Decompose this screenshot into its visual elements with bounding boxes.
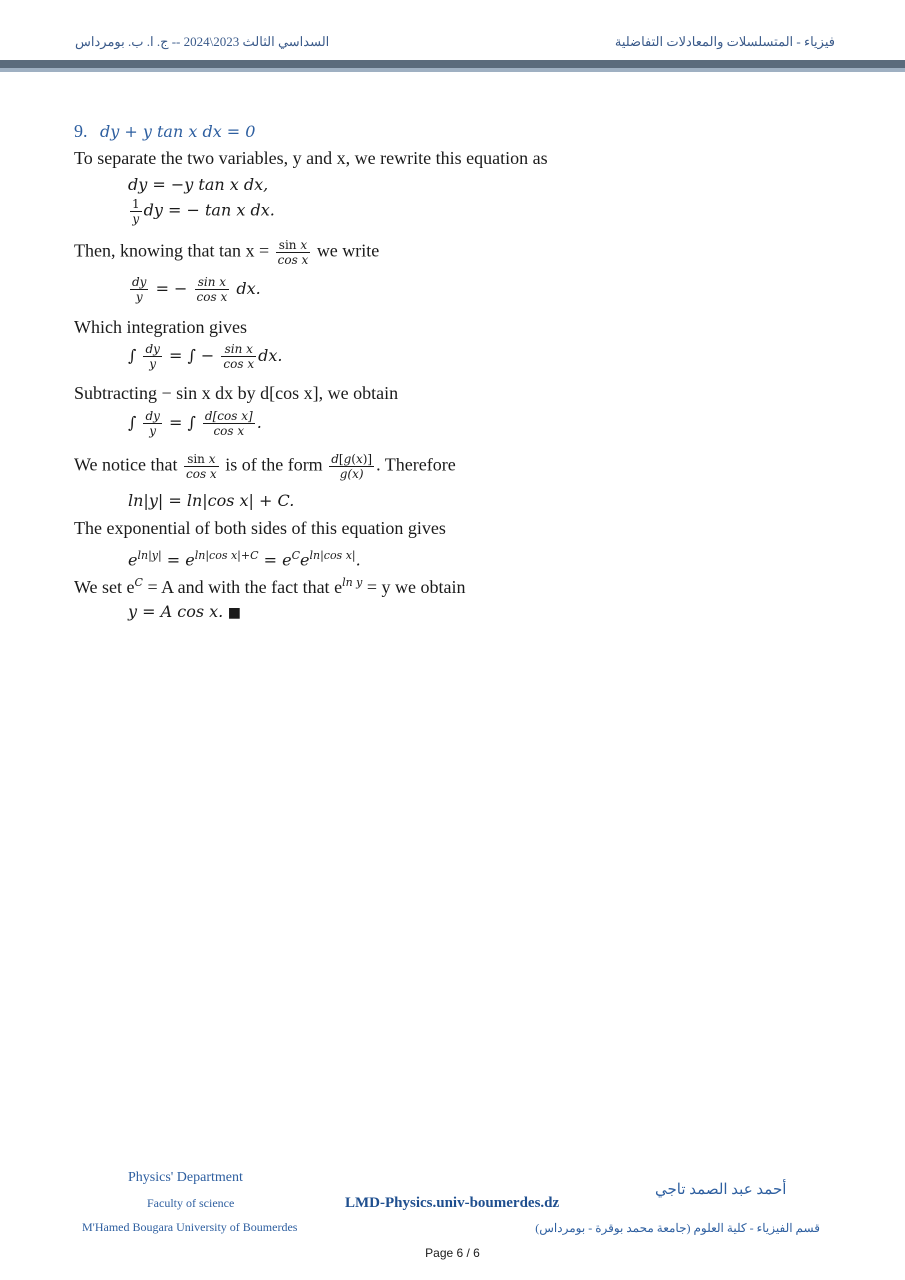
- paragraph-set: We set $e^C = A$ and with the fact that $e^{ln y} = y$ we obtain: [74, 576, 466, 597]
- footer-faculty: Faculty of science: [147, 1196, 235, 1210]
- paragraph-form: We notice that $\frac{\text{sin x}}{\text{cos x}}$ is of the form $\frac{d[g(x)]}{g(x)}$ . Therefore: [74, 452, 456, 481]
- qed-symbol: ■: [227, 605, 241, 621]
- header-rule: [0, 60, 905, 68]
- problem-heading: [74, 120, 255, 143]
- footer-website: LMD-Physics.univ-boumerdes.dz: [345, 1195, 560, 1211]
- paragraph-separate: To separate the two variables, y and x, we rewrite this equation as: [74, 148, 548, 168]
- equation-4: ∫ $\frac{dy}{y}$ = ∫ − $\frac{\text{sin x}}{\text{cos x}}$ dx.: [128, 342, 283, 371]
- footer-university: M'Hamed Bougara University of Boumerdes: [82, 1220, 298, 1234]
- header-course-title: فيزياء - المتسلسلات والمعادلات التفاضلية: [614, 34, 835, 49]
- equation-2: $\frac{1}{y}$ dy = − tan x dx.: [132, 197, 275, 226]
- paragraph-subtract: Subtracting − sin x dx by d[cos x], we obtain: [74, 383, 399, 403]
- header-rule-light: [0, 68, 905, 72]
- paragraph-tan: Then, knowing that tan x = $\frac{\text{sin x}}{\text{cos x}}$ we write: [74, 238, 380, 267]
- equation-exp: $e^{ln|y|} = e^{ln|cos x|+C} = e^Ce^{ln|cos x|}$.: [128, 549, 361, 570]
- page-number: Page 6 / 6: [425, 1246, 480, 1260]
- header-semester: السداسي الثالث 2023\2024 -- ج. ا. ب. بومرداس: [75, 34, 330, 49]
- paragraph-integration: Which integration gives: [74, 317, 247, 337]
- footer-department: Physics' Department: [128, 1170, 243, 1185]
- problem-equation: dy + y tan x dx = 0: [100, 122, 256, 141]
- equation-final: y = A cos x. ■: [128, 602, 241, 621]
- problem-number: 9.: [74, 121, 88, 141]
- footer-arabic-department: قسم الفيزياء - كلية العلوم (جامعة محمد بوقرة - بومرداس): [535, 1221, 820, 1235]
- equation-1: dy = −y tan x dx,: [128, 175, 269, 194]
- footer-signature: أحمد عبد الصمد تاجي: [655, 1182, 787, 1198]
- equation-5: ∫ $\frac{dy}{y}$ = ∫ $\frac{\text{d[cos x]}}{\text{cos x}}$ .: [128, 409, 262, 438]
- equation-3: $\frac{dy}{y}$ = − $\frac{\text{sin x}}{\text{cos x}}$ dx.: [132, 275, 261, 304]
- paragraph-exponential: The exponential of both sides of this equation gives: [74, 518, 446, 538]
- equation-ln: ln|y| = ln|cos x| + C.: [128, 491, 295, 510]
